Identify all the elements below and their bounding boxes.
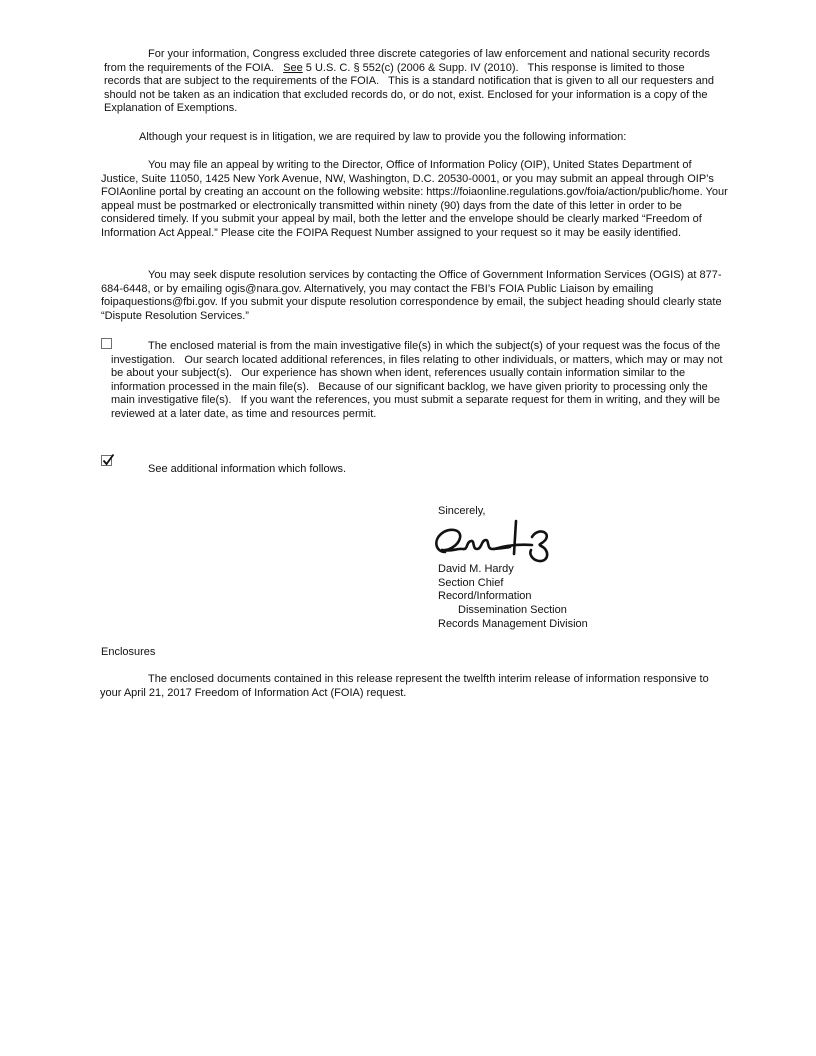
exclusion-text-before-see: For your information, Congress excluded three discrete categories of law enforcement and national security records from the requirements of the FOIA. [104,48,713,74]
signature-block [438,563,588,632]
signer-unit-line2: Dissemination Section [458,604,567,617]
signer-division: Records Management Division [438,617,588,630]
additional-info-option-row [101,455,601,477]
exclusion-text-after-see: 5 U.S. C. § 552(c) (2006 & Supp. IV (2010). This response is limited to those records that are subject to the requirements of the FOIA. This is a standard notification that is given to all our requesters and should not be taken as an indication that excluded records do, or do not, exist. Enclosed for your information is a copy of the Explanation of Exemptions. [104,61,718,115]
paragraph-release-description: The enclosed documents contained in this release represent the twelfth interim release of information responsive to your April 21, 2017 Freedom of Information Act (FOIA) request. [100,673,712,699]
main-file-option-row [101,338,729,422]
main-file-option-text: The enclosed material is from the main investigative file(s) in which the subject(s) of your request was the focus of the investigation. Our search located additional references, in files relating to other individuals, or matters, which may or may not be about your subject(s). Our experience has shown when ident, references usually contain information similar to the information processed in the main file(s). Because of our significant backlog, we have given priority to processing only the main investigative file(s). If you want the references, you must submit a separate request for them in writing, and they will be reviewed at a later date, as time and resources permit. [111,340,726,420]
additional-info-checkbox[interactable] [101,455,112,466]
signer-name: David M. Hardy [438,563,514,575]
signer-unit-line1: Record/Information [438,590,532,603]
signer-title: Section Chief [438,576,504,589]
paragraph-litigation-notice: Although your request is in litigation, we are required by law to provide you the following information: [139,131,627,143]
closing-salutation: Sincerely, [438,505,486,517]
see-citation-underlined: See [283,61,303,74]
paragraph-exclusion-notice [104,48,718,116]
additional-info-option-text: See additional information which follows. [148,463,347,475]
checkmark-icon [101,452,116,467]
signature-handwritten [432,518,568,566]
paragraph-appeal-instructions: You may file an appeal by writing to the Director, Office of Information Policy (OIP), United States Department of Justice, Suite 11050, 1425 New York Avenue, NW, Washington, D.C. 20530-0001, or you may submit an appeal through OIP’s FOIAonline portal by creating an account on the following website: https://foiaonline.regulations.gov/foia/action/public/home. Your appeal must be postmarked or electronically transmitted within ninety (90) days from the date of this letter in order to be considered timely. If you submit your appeal by mail, both the letter and the envelope should be clearly marked “Freedom of Information Act Appeal.” Please cite the FOIPA Request Number assigned to your request so it may be easily identified. [101,159,731,239]
enclosures-label: Enclosures [101,646,156,658]
paragraph-dispute-resolution: You may seek dispute resolution services by contacting the Office of Government Information Services (OGIS) at 877-684-6448, or by emailing ogis@nara.gov. Alternatively, you may contact the FBI’s FOIA Public Liaison by emailing foipaquestions@fbi.gov. If you submit your dispute resolution correspondence by email, the subject heading should clearly state “Dispute Resolution Services.” [101,269,725,322]
main-file-checkbox[interactable] [101,338,112,349]
